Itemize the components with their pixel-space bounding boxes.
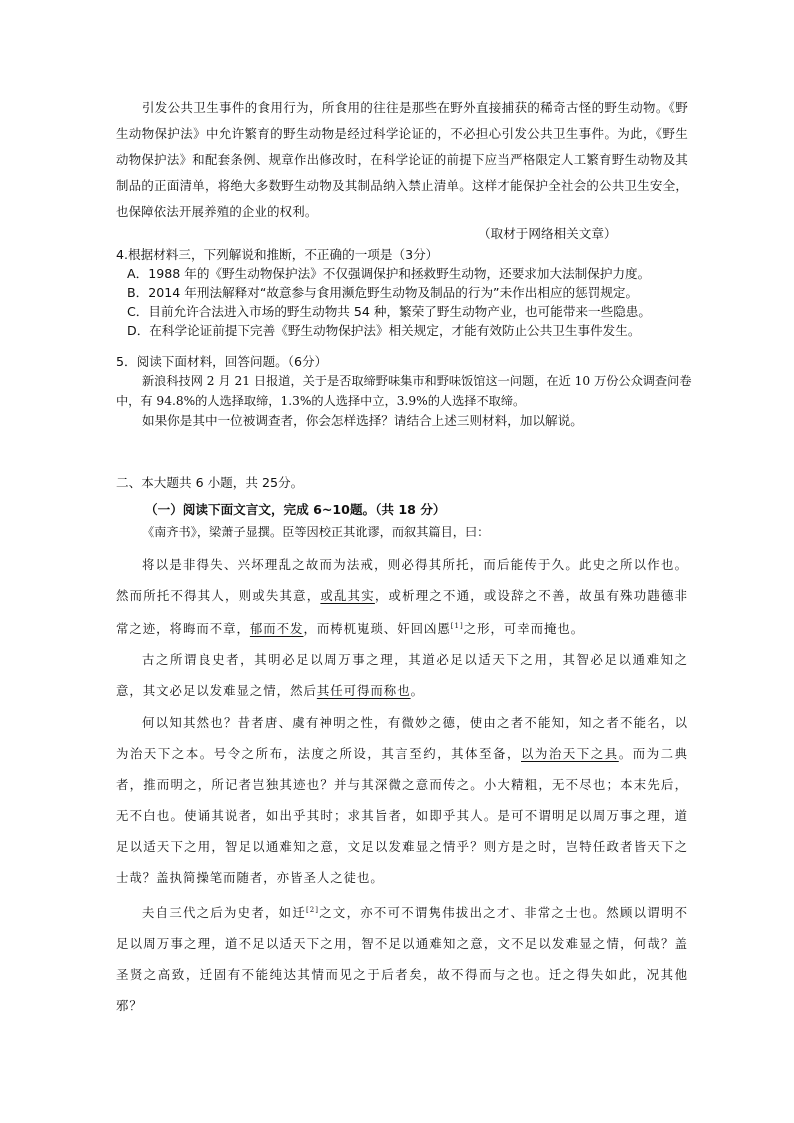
p3-text-a: 何以知其然也？昔者唐、虞有神明之性，有微妙之德，使由之者不能知，知之者不能名，以为治天下之本。号令之所布，法度之所设，其言至约，其体至备， <box>116 715 688 761</box>
section2-title: 二、本大题共 6 小题，共 25分。 <box>116 475 304 490</box>
p2-text-b: 。 <box>410 683 424 698</box>
q4-option-d: D．在科学论证前提下完善《野生动物保护法》相关规定，才能有效防止公共卫生事件发生。 <box>127 323 641 338</box>
q4-option-b: B．2014 年刑法解释对“故意参与食用濒危野生动物及制品的行为”未作出相应的惩罚规定。 <box>127 285 639 300</box>
material3-source: （取材于网络相关文章） <box>478 226 617 241</box>
p1-text-a: 将以是非得失、兴坏理乱之故而为法戒，则必得其所托，而后能传于久。此史之所以作也。然而所托不得其人，则或失其意， <box>116 557 688 603</box>
classical-intro: 《南齐书》，梁萧子显撰。臣等因校正其讹谬，而叙其篇目，曰： <box>142 525 490 539</box>
p1-underline-2: 郁而不发 <box>249 621 304 637</box>
q4-stem: 4.根据材料三，下列解说和推断，不正确的一项是（3分） <box>116 247 439 262</box>
p3-text-b: 。而为二典者，推而明之，所记者岂独其迹也？并与其深微之意而传之。小大精粗，无不尽也；本末先后，无不白也。使诵其说者，如出乎其时；求其旨者，如即乎其人。是可不谓明足以周万事之理，道足以适天下之用，智足以通难知之意，文足以发难显之情乎？则方是之时，岂特任政者皆天下之士哉？盖执简操笔而随者，亦皆圣人之徒也。 <box>116 746 689 885</box>
q5-material: 新浪科技网 2 月 21 日报道，关于是否取缔野味集市和野味饭馆这一问题，在近 10 万份公众调查问卷中，有 94.8%的人选择取缔，1.3%的人选择中立，3.9%的人选择不取缔。 <box>116 374 692 408</box>
classical-paragraph-3 <box>116 707 688 893</box>
p4-text-b: 之文，亦不可不谓隽伟拔出之才、非常之士也。然顾以谓明不足以周万事之理，道不足以适天下之用，智不足以通难知之意，文不足以发难显之情，何哉？盖圣贤之高致，迁固有不能纯达其情而见之于后者矣，故不得而与之也。迁之得失如此，况其他邪？ <box>116 905 689 1014</box>
p1-underline-1: 或乱其实 <box>320 588 375 603</box>
material3-paragraph: 引发公共卫生事件的食用行为，所食用的往往是那些在野外直接捕获的稀奇古怪的野生动物。《野生动物保护法》中允许繁育的野生动物是经过科学论证的，不必担心引发公共卫生事件。为此，《野生动物保护法》和配套条例、规章作出修改时，在科学论证的前提下应当严格限定人工繁育野生动物及其制品的正面清单，将绝大多数野生动物及其制品纳入禁止清单。这样才能保护全社会的公共卫生安全，也保障依法开展养殖的企业的权利。 <box>116 100 688 219</box>
p4-text-a: 夫自三代之后为史者，如迁 <box>142 905 307 921</box>
p4-footnote-mark: [2] <box>306 906 319 914</box>
classical-paragraph-2 <box>116 644 688 706</box>
p1-text-c: ，而梼杌嵬琐、奸回凶慝 <box>303 621 451 637</box>
p1-footnote-mark: [1] <box>450 622 464 630</box>
p2-underline: 其任可得而称也 <box>316 683 411 698</box>
q4-option-a: A．1988 年的《野生动物保护法》不仅强调保护和拯救野生动物，还要求加大法制保护力度。 <box>127 266 651 281</box>
p3-underline: 以为治天下之具 <box>521 746 619 761</box>
classical-paragraph-4 <box>116 895 688 1021</box>
q5-stem: 5．阅读下面材料，回答问题。（6分） <box>116 354 328 369</box>
section2-subtitle: （一）阅读下面文言文，完成 6~10题。（共 18 分） <box>145 502 446 517</box>
p2-text-a: 古之所谓良史者，其明必足以周万事之理，其道必足以适天下之用，其智必足以通难知之意，其文必足以发难显之情，然后 <box>116 652 688 698</box>
p1-text-b: ，或析理之不通，或设辞之不善，故虽有殊功韪德非常之迹，将晦而不章， <box>116 588 689 637</box>
classical-paragraph-1 <box>116 549 688 644</box>
p1-text-d: 之形，可幸而掩也。 <box>463 621 585 637</box>
q4-option-c: C．目前允许合法进入市场的野生动物共 54 种，繁荣了野生动物产业，也可能带来一些隐患。 <box>127 304 651 319</box>
q5-question: 如果你是其中一位被调查者，你会怎样选择？请结合上述三则材料，加以解说。 <box>142 413 583 428</box>
